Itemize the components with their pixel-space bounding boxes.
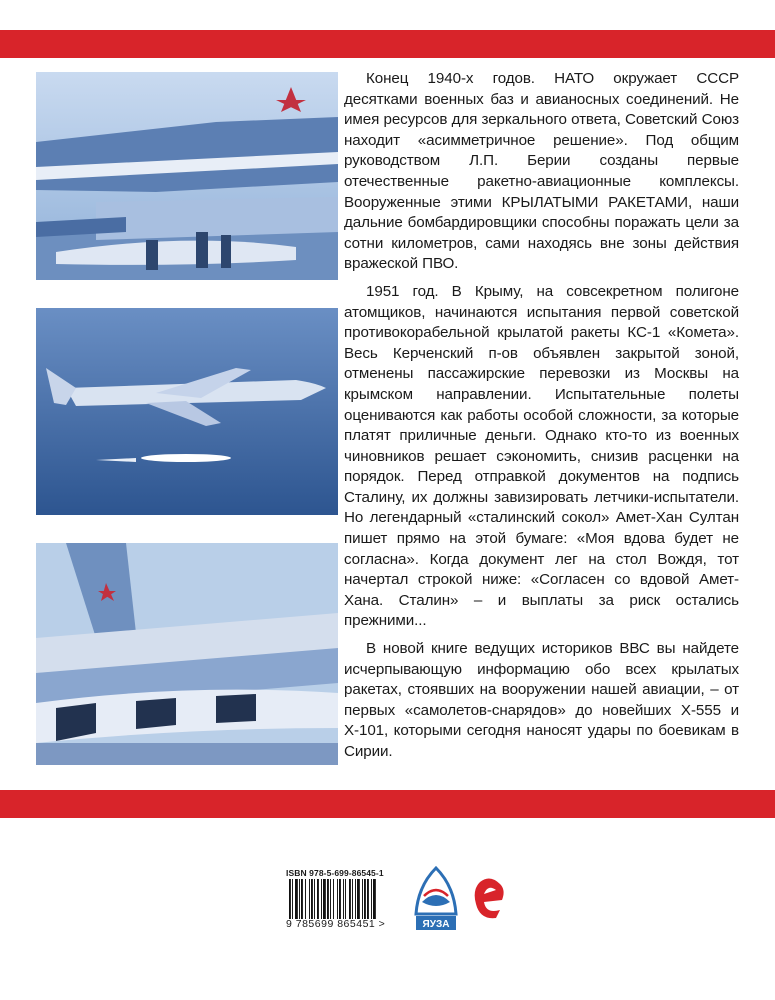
barcode-bars xyxy=(286,879,401,919)
bottom-red-band xyxy=(0,790,775,818)
barcode-bar xyxy=(349,879,351,919)
paragraph-3: В новой книге ведущих историков ВВС вы найдете исчерпывающую информацию обо всех крылатых ракетах, стоявших на вооружении нашей авиации, – от первых «самолетов-снарядов» до новейших Х-555 и Х-101, которыми сегодня наносят удары по боевикам в Сирии. xyxy=(344,640,739,760)
barcode-bar xyxy=(314,879,315,919)
barcode-bar xyxy=(355,879,356,919)
paragraph-2: 1951 год. В Крыму, на совсекретном полигоне атомщиков, начинаются испытания первой советской противокорабельной крылатой ракеты КС-1 «Комета». Весь Керченский п-ов объявлен закрытой зоной, отменены пассажирские перевозки из Москвы на крымском направлении. Испытательные полеты оцениваются как работы особой сложности, за которые платят приличные деньги. Однако кто-то из военных чиновников решает сэкономить, снизив расценки на порядок. Перед отправкой документов на подпись Сталину, их должны завизировать летчики-испытатели. Но легендарный «сталинский сокол» Амет-Хан Султан пишет прямо на этой бумаге: «Моя вдова будет не согласна». Когда документ лег на стол Вождя, тот начертал строкой ниже: «Согласен со вдовой Амет-Хана. Сталин» – и выплаты за риск остались прежними... xyxy=(344,282,739,630)
barcode-bar xyxy=(352,879,353,919)
barcode-bar xyxy=(292,879,293,919)
aircraft-photo-icon xyxy=(36,308,338,515)
barcode-bar xyxy=(367,879,369,919)
barcode-bar xyxy=(343,879,344,919)
yauza-logo xyxy=(412,866,460,932)
barcode xyxy=(286,868,401,930)
barcode-bar xyxy=(345,879,346,919)
barcode-bar xyxy=(295,879,298,919)
barcode-bar xyxy=(309,879,310,919)
yauza-logo-text: ЯУЗА xyxy=(422,919,450,930)
barcode-bar xyxy=(317,879,319,919)
description-text xyxy=(344,69,739,770)
barcode-bar xyxy=(333,879,334,919)
barcode-bar xyxy=(357,879,360,919)
isbn-label: ISBN 978-5-699-86545-1 xyxy=(286,868,384,878)
yauza-sail-logo-icon xyxy=(412,866,460,932)
photo-missile-under-wing xyxy=(36,543,338,765)
aircraft-photo-icon xyxy=(36,72,338,280)
barcode-bar xyxy=(339,879,341,919)
barcode-bar xyxy=(364,879,366,919)
top-red-band xyxy=(0,30,775,58)
barcode-bar xyxy=(373,879,376,919)
paragraph-1: Конец 1940-х годов. НАТО окружает СССР десятками военных баз и авианосных соединений. Не имея ресурсов для зеркального ответа, Советский Союз находит «асимметричное решение». Под общим руководством Л.П. Берии созданы первые отечественные ракетно-авиационные комплексы. Вооруженные этими КРЫЛАТЫМИ РАКЕТАМИ, наши дальние бомбардировщики способны поражать цели за сотни километров, сами находясь вне зоны действия вражеской ПВО. xyxy=(344,70,739,273)
barcode-digits: 9 785699 865451 > xyxy=(286,918,386,930)
barcode-bar xyxy=(323,879,326,919)
barcode-bar xyxy=(362,879,363,919)
barcode-bar xyxy=(337,879,338,919)
eksmo-logo-icon xyxy=(470,870,508,930)
barcode-bar xyxy=(301,879,303,919)
barcode-bar xyxy=(330,879,331,919)
barcode-bar xyxy=(289,879,291,919)
barcode-bar xyxy=(321,879,322,919)
aircraft-photo-icon xyxy=(36,543,338,765)
barcode-bar xyxy=(371,879,372,919)
eksmo-logo xyxy=(470,870,508,930)
barcode-bar xyxy=(305,879,306,919)
barcode-bar xyxy=(327,879,329,919)
barcode-bar xyxy=(311,879,313,919)
photo-bomber-launching-missile xyxy=(36,308,338,515)
photo-bombers-with-missile xyxy=(36,72,338,280)
barcode-bar xyxy=(299,879,300,919)
